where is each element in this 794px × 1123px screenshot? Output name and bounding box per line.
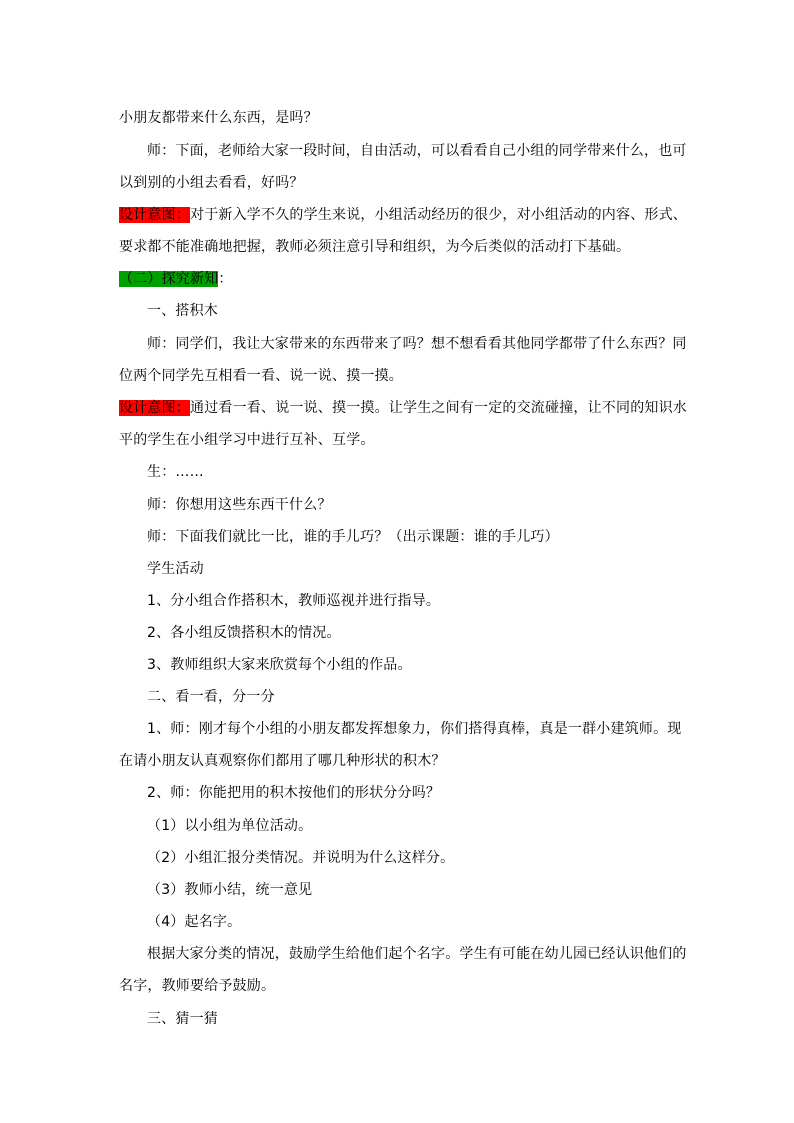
line-text: 师：你想用这些东西干什么？ [147,497,332,513]
list-item [147,720,682,738]
line-text: 以到别的小组去看看，好吗？ [119,175,304,191]
list-item [147,656,412,674]
paragraph-line [119,367,403,385]
line-text: 小朋友都带来什么东西，是吗？ [119,110,318,126]
line-text: 二、看一看，分一分 [147,689,275,705]
paragraph-line [147,496,332,514]
list-item [147,592,440,610]
line-text: （4）起名字。 [147,914,242,930]
paragraph-line [147,560,204,578]
list-item [147,784,440,802]
line-text: 对于新入学不久的学生来说，小组活动经历的很少，对小组活动的内容、形式、 [190,207,687,223]
paragraph-line [119,431,375,449]
paragraph-line [147,463,204,481]
line-text: 2、师：你能把用的积木按他们的形状分分吗？ [147,785,441,801]
line-text: 生：…… [147,464,204,480]
paragraph-line [119,109,318,127]
subsection-heading [147,1010,218,1028]
line-text: 在请小朋友认真观察你们都用了哪几种形状的积木？ [119,753,446,769]
list-item [147,913,241,931]
line-text: 师：同学们，我让大家带来的东西带来了吗？想不想看看其他同学都带了什么东西？同 [147,336,687,352]
line-text: （2）小组汇报分类情况。并说明为什么这样分。 [147,850,455,866]
line-text: 一、搭积木 [147,303,218,319]
line-text: 3、教师组织大家来欣赏每个小组的作品。 [147,657,412,673]
line-text: 位两个同学先互相看一看、说一说、摸一摸。 [119,368,403,384]
line-text: 学生活动 [147,561,204,577]
paragraph-line [119,752,446,770]
line-text: 师：下面我们就比一比，谁的手儿巧？（出示课题：谁的手儿巧） [147,529,559,545]
line-text: 要求都不能准确地把握，教师必须注意引导和组织，为今后类似的活动打下基础。 [119,239,631,255]
paragraph-line [119,238,630,256]
line-text: 1、师：刚才每个小组的小朋友都发挥想象力，你们搭得真棒，真是一群小建筑师。现 [147,721,682,737]
subsection-heading [147,302,218,320]
list-item [147,849,454,867]
line-text: 2、各小组反馈搭积木的情况。 [147,625,341,641]
section-heading [119,270,233,288]
line-text: 1、分小组合作搭积木，教师巡视并进行指导。 [147,593,441,609]
list-item [147,881,312,899]
design-intent-line [119,399,687,417]
section-heading-label: （二）探究新知 [119,271,219,287]
subsection-heading [147,688,275,706]
line-text: ： [218,271,233,287]
design-intent-label: 设计意图： [119,207,190,223]
line-text: 名字，教师要给予鼓励。 [119,978,276,994]
paragraph-line [147,528,559,546]
line-text: 通过看一看、说一说、摸一摸。让学生之间有一定的交流碰撞，让不同的知识水 [190,400,687,416]
list-item [147,624,341,642]
paragraph-line [119,977,275,995]
design-intent-label: 设计意图： [119,400,190,416]
paragraph-line [147,335,687,353]
design-intent-line [119,206,687,224]
line-text: 根据大家分类的情况，鼓励学生给他们起个名字。学生有可能在幼儿园已经认识他们的 [147,946,687,962]
paragraph-line [147,945,687,963]
line-text: （3）教师小结，统一意见 [147,882,313,898]
line-text: 三、猜一猜 [147,1011,218,1027]
line-text: 平的学生在小组学习中进行互补、互学。 [119,432,375,448]
list-item [147,817,312,835]
paragraph-line [147,142,687,160]
paragraph-line [119,174,304,192]
line-text: （1）以小组为单位活动。 [147,818,313,834]
line-text: 师：下面，老师给大家一段时间，自由活动，可以看看自己小组的同学带来什么，也可 [147,143,687,159]
